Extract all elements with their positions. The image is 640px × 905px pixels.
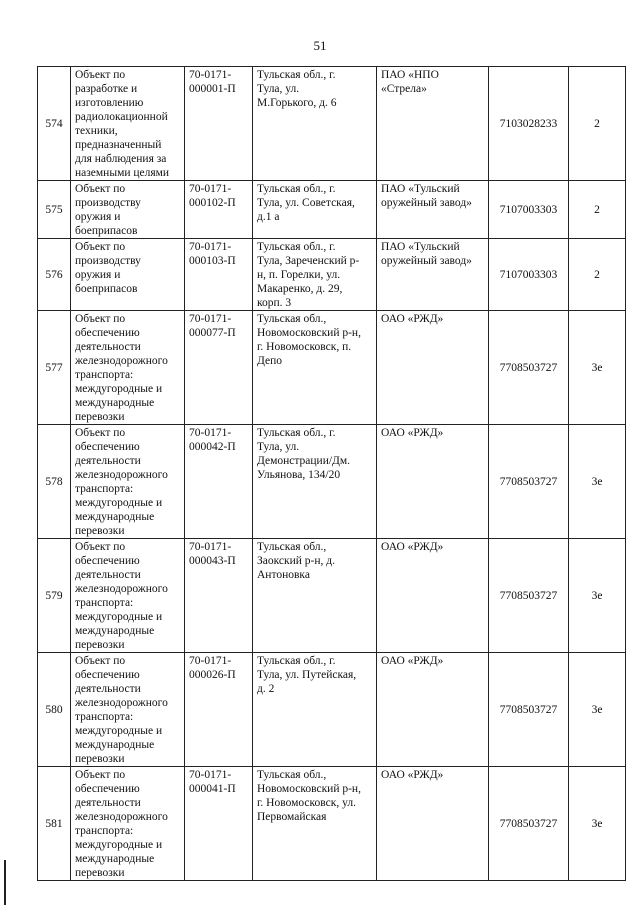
object-category: 2 <box>569 239 626 311</box>
row-number: 581 <box>38 767 71 881</box>
object-address: Тульская обл., г. Тула, ул. М.Горького, д. 6 <box>253 67 377 181</box>
object-address: Тульская обл., Новомосковский р-н, г. Новомосковск, ул. Первомайская <box>253 767 377 881</box>
scan-edge-line <box>4 860 6 905</box>
table-row <box>38 67 626 181</box>
operator-inn: 7708503727 <box>489 425 569 539</box>
table-row <box>38 767 626 881</box>
operator-name: ОАО «РЖД» <box>377 767 489 881</box>
object-address: Тульская обл., Новомосковский р-н, г. Новомосковск, п. Депо <box>253 311 377 425</box>
object-category: 3е <box>569 653 626 767</box>
operator-name: ПАО «НПО «Стрела» <box>377 67 489 181</box>
object-address: Тульская обл., г. Тула, ул. Демонстрации/Дм. Ульянова, 134/20 <box>253 425 377 539</box>
row-number: 579 <box>38 539 71 653</box>
operator-name: ПАО «Тульский оружейный завод» <box>377 181 489 239</box>
object-code: 70-0171- 000042-П <box>185 425 253 539</box>
operator-name: ОАО «РЖД» <box>377 425 489 539</box>
object-category: 3е <box>569 767 626 881</box>
object-address: Тульская обл., г. Тула, Зареченский р- н, п. Горелки, ул. Макаренко, д. 29, корп. 3 <box>253 239 377 311</box>
operator-name: ПАО «Тульский оружейный завод» <box>377 239 489 311</box>
object-name: Объект по обеспечению деятельности железнодорожного транспорта: междугородные и международные перевозки <box>71 425 185 539</box>
row-number: 575 <box>38 181 71 239</box>
object-name: Объект по обеспечению деятельности железнодорожного транспорта: междугородные и международные перевозки <box>71 311 185 425</box>
table-row <box>38 653 626 767</box>
object-address: Тульская обл., г. Тула, ул. Советская, д.1 а <box>253 181 377 239</box>
operator-inn: 7107003303 <box>489 181 569 239</box>
row-number: 577 <box>38 311 71 425</box>
operator-name: ОАО «РЖД» <box>377 539 489 653</box>
object-category: 3е <box>569 311 626 425</box>
object-category: 3е <box>569 539 626 653</box>
registry-rows <box>38 67 626 881</box>
object-name: Объект по обеспечению деятельности железнодорожного транспорта: междугородные и международные перевозки <box>71 653 185 767</box>
operator-name: ОАО «РЖД» <box>377 653 489 767</box>
object-name: Объект по обеспечению деятельности железнодорожного транспорта: междугородные и международные перевозки <box>71 539 185 653</box>
object-code: 70-0171- 000043-П <box>185 539 253 653</box>
object-code: 70-0171- 000001-П <box>185 67 253 181</box>
table-row <box>38 539 626 653</box>
table-row <box>38 425 626 539</box>
object-name: Объект по разработке и изготовлению радиолокационной техники, предназначенный для наблюдения за наземными целями <box>71 67 185 181</box>
object-code: 70-0171- 000102-П <box>185 181 253 239</box>
operator-inn: 7708503727 <box>489 539 569 653</box>
object-address: Тульская обл., Заокский р-н, д. Антоновка <box>253 539 377 653</box>
operator-inn: 7103028233 <box>489 67 569 181</box>
object-code: 70-0171- 000026-П <box>185 653 253 767</box>
row-number: 574 <box>38 67 71 181</box>
row-number: 578 <box>38 425 71 539</box>
object-name: Объект по обеспечению деятельности железнодорожного транспорта: междугородные и международные перевозки <box>71 767 185 881</box>
operator-name: ОАО «РЖД» <box>377 311 489 425</box>
operator-inn: 7708503727 <box>489 767 569 881</box>
row-number: 580 <box>38 653 71 767</box>
object-name: Объект по производству оружия и боеприпасов <box>71 239 185 311</box>
object-category: 2 <box>569 67 626 181</box>
object-category: 2 <box>569 181 626 239</box>
operator-inn: 7708503727 <box>489 311 569 425</box>
table-row <box>38 311 626 425</box>
object-category: 3е <box>569 425 626 539</box>
registry-table <box>37 66 626 881</box>
table-row <box>38 181 626 239</box>
object-address: Тульская обл., г. Тула, ул. Путейская, д. 2 <box>253 653 377 767</box>
table-row <box>38 239 626 311</box>
page-number: 51 <box>313 38 327 53</box>
object-code: 70-0171- 000041-П <box>185 767 253 881</box>
object-name: Объект по производству оружия и боеприпасов <box>71 181 185 239</box>
operator-inn: 7708503727 <box>489 653 569 767</box>
operator-inn: 7107003303 <box>489 239 569 311</box>
object-code: 70-0171- 000103-П <box>185 239 253 311</box>
row-number: 576 <box>38 239 71 311</box>
object-code: 70-0171- 000077-П <box>185 311 253 425</box>
